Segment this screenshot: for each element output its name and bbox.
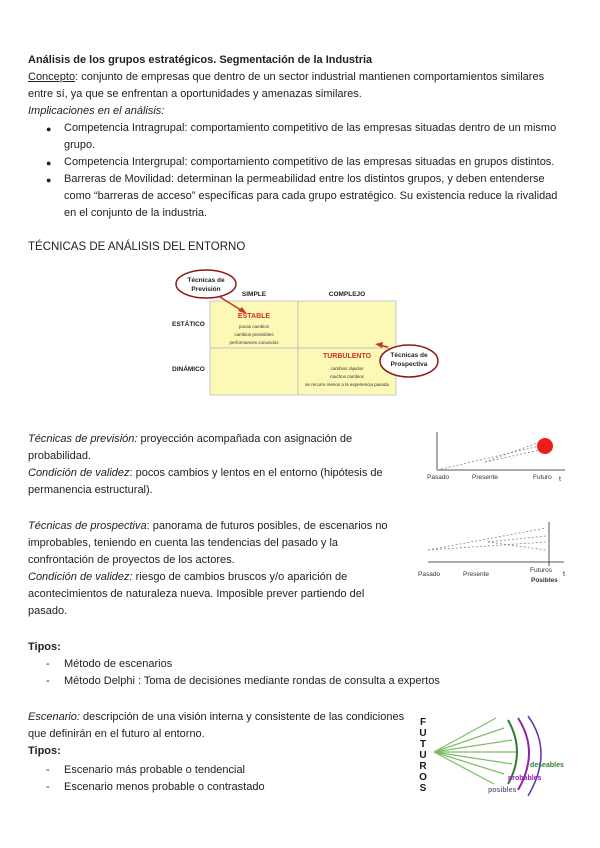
turbulento-line: cambios rápidos — [330, 366, 364, 371]
prospectiva-cond-label: Condición de validez: — [28, 571, 133, 583]
col-complex-label: COMPLEJO — [328, 291, 366, 298]
col-simple-label: SIMPLE — [241, 291, 267, 298]
graph-t: t — [559, 476, 561, 483]
concept-text: : conjunto de empresas que dentro de un sector industrial mantienen comportamientos similares — [75, 71, 545, 83]
bullet-1-line-2: grupo. — [64, 139, 96, 151]
row-static-label: ESTÁTICO — [172, 321, 205, 328]
futuros-letter: U — [419, 728, 427, 739]
escenario-item: Escenario más probable o tendencial — [64, 764, 246, 776]
bullet-3-line-1: Barreras de Movilidad: determinan la permeabilidad entre los distintos grupos, y deben entenderse — [64, 173, 545, 185]
section-heading: TÉCNICAS DE ANÁLISIS DEL ENTORNO — [28, 241, 246, 253]
posibles-label: posibles — [488, 787, 517, 794]
dash-icon: - — [46, 675, 50, 687]
graph-futuros: Futuros — [530, 567, 553, 574]
forecast-point — [537, 438, 553, 454]
futuros-arrows — [434, 718, 516, 784]
prevision-bubble-line: Previsión — [191, 286, 221, 293]
graph-pasado: Pasado — [418, 571, 441, 578]
dash-icon: - — [46, 781, 50, 793]
prevision-text: proyección acompañada con asignación de — [137, 433, 353, 445]
estable-line: cambios previsibles — [234, 332, 274, 337]
prevision-cond-line-1 — [28, 465, 416, 482]
prospectiva-bubble-line: Prospectiva — [390, 361, 428, 368]
escenario-item: Escenario menos probable o contrastado — [64, 781, 265, 793]
graph-pasado: Pasado — [427, 474, 450, 481]
bullet-3-line-3: en el conjunto de la industria. — [64, 207, 208, 219]
prospectiva-line-2: improbables, teniendo en cuenta las tendencias del pasado y la — [28, 537, 339, 549]
prospectiva-graph — [418, 520, 578, 592]
turbulento-line: se recurre menos a la experiencia pasada — [305, 382, 389, 387]
prevision-cond-line-2: permanencia estructural). — [28, 484, 153, 496]
prospectiva-cond-line-1 — [28, 569, 408, 586]
implications-heading: Implicaciones en el análisis: — [28, 105, 165, 117]
graph-posibles: Posibles — [531, 577, 558, 584]
futuros-letter: O — [419, 772, 427, 783]
tipos-title: Tipos: — [28, 641, 61, 653]
row-dynamic-label: DINÁMICO — [172, 366, 205, 373]
implications-label: Implicaciones en el análisis — [28, 105, 162, 117]
concept-label: Concepto — [28, 71, 76, 83]
futuros-letter: U — [419, 750, 427, 761]
prospectiva-line-3: confrontación de proyectos de los actores. — [28, 554, 235, 566]
bullet-1-line-1: Competencia Intragrupal: comportamiento competitivo de las empresas situadas dentro de un mismo — [64, 122, 557, 134]
escenario-text: descripción de una visión interna y consistente de las condiciones — [79, 711, 405, 723]
cell-simple-dynamic — [210, 348, 298, 395]
probables-label: probables — [508, 775, 542, 782]
environment-matrix — [150, 264, 450, 402]
escenario-line-2: que definirán en el futuro al entorno. — [28, 728, 205, 740]
escenario-line-1 — [28, 709, 404, 726]
futuros-letter: R — [419, 761, 427, 772]
prospectiva-text: : panorama de futuros posibles, de escenarios no — [146, 520, 388, 532]
prospectiva-bubble-line: Técnicas de — [390, 352, 428, 359]
bullet-icon: ● — [46, 124, 52, 134]
prevision-line-2: probabilidad. — [28, 450, 91, 462]
section-title: Análisis de los grupos estratégicos. Segmentación de la Industria — [28, 54, 373, 66]
tipos-item: Método de escenarios — [64, 658, 173, 670]
prospectiva-cond-line-3: pasado. — [28, 605, 68, 617]
bullet-icon: ● — [46, 175, 52, 185]
futuros-letter: S — [419, 783, 427, 794]
concept-line-1 — [28, 69, 573, 86]
turbulento-title: TURBULENTO — [322, 353, 372, 360]
futuros-letter: T — [419, 739, 427, 750]
escenario-tipos-title: Tipos: — [28, 745, 61, 757]
prevision-line-1 — [28, 431, 416, 448]
cell-complex-static — [298, 301, 396, 348]
prevision-bubble — [176, 270, 236, 298]
bullet-3-line-2: como “barreras de acceso” específicas para cada grupo estratégico. Su existencia reduce la rivalidad — [64, 190, 558, 202]
prevision-cond-label: Condición de validez — [28, 467, 130, 479]
dash-icon: - — [46, 764, 50, 776]
concept-line-2: entre sí, ya que se enfrentan a oportunidades y amenazas similares. — [28, 88, 362, 100]
graph-presente: Presente — [463, 571, 490, 578]
estable-title: ESTABLE — [237, 313, 271, 320]
prospectiva-label: Técnicas de prospectiva — [28, 520, 147, 532]
dash-icon: - — [46, 658, 50, 670]
escenario-label: Escenario: — [28, 711, 80, 723]
bullet-2-line-1: Competencia Intergrupal: comportamiento competitivo de las empresas situadas en grupos distintos. — [64, 156, 555, 168]
futuros-letter: F — [419, 717, 427, 728]
prevision-label: Técnicas de previsión: — [28, 433, 138, 445]
turbulento-line: muchos cambios — [330, 374, 364, 379]
posibles-arc — [528, 716, 541, 796]
prevision-graph — [425, 428, 575, 484]
futuros-graphic — [408, 712, 580, 798]
prospectiva-cond-line-2: acontecimientos de naturaleza nueva. Imposible prever partiendo del — [28, 588, 365, 600]
prospectiva-cond-text: riesgo de cambios bruscos y/o aparición de — [132, 571, 348, 583]
bullet-icon: ● — [46, 158, 52, 168]
estable-line: performances conocidos — [229, 340, 279, 345]
deseables-label: deseables — [530, 762, 564, 769]
prevision-bubble-line: Técnicas de — [187, 277, 225, 284]
graph-t: t — [563, 571, 565, 578]
graph-futuro: Futuro — [533, 474, 552, 481]
estable-line: pocas cambios — [238, 324, 270, 329]
prevision-cond-text: : pocos cambios y lentos en el entorno (hipótesis de — [129, 467, 383, 479]
tipos-item: Método Delphi : Toma de decisiones mediante rondas de consulta a expertos — [64, 675, 440, 687]
prospectiva-line-1 — [28, 518, 408, 535]
graph-presente: Presente — [472, 474, 499, 481]
